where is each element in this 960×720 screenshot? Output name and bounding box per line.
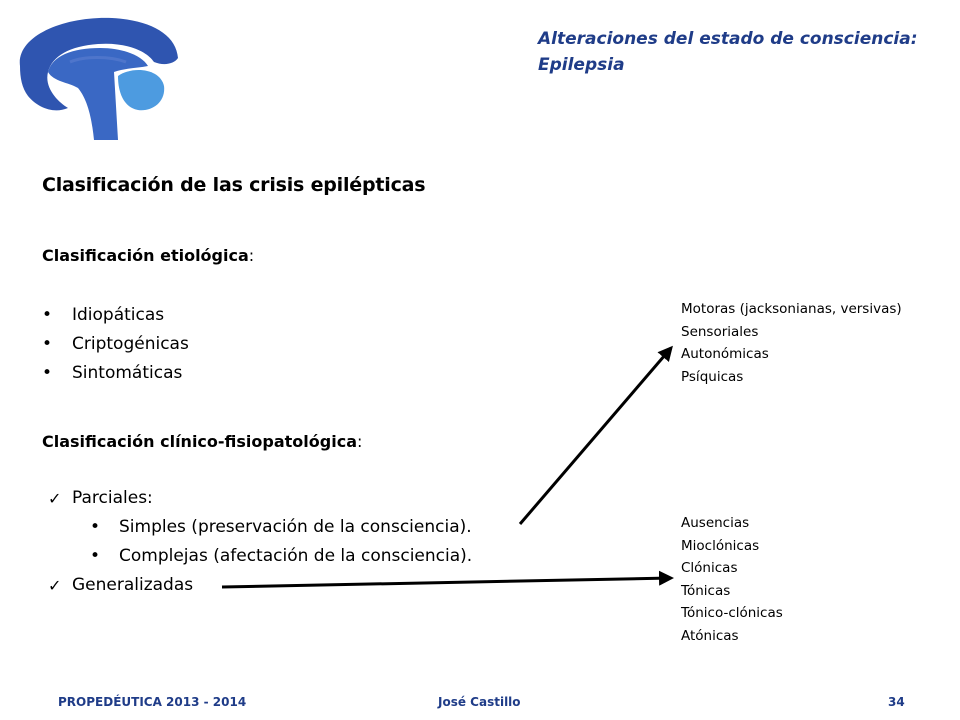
list-item: Psíquicas xyxy=(681,368,744,385)
generalizadas-types-list xyxy=(681,512,783,647)
brain-logo-icon xyxy=(14,12,184,144)
slide-header-title xyxy=(538,26,948,78)
list-item: Clónicas xyxy=(681,560,738,576)
list-item: Atónicas xyxy=(681,627,739,644)
main-title: Clasificación de las crisis epilépticas xyxy=(42,174,426,196)
list-item: Motoras (jacksonianas, versivas) xyxy=(681,301,902,317)
footer-author: José Castillo xyxy=(438,695,521,709)
parciales-types-list xyxy=(681,298,902,388)
generalizadas-label: Generalizadas xyxy=(72,575,194,595)
etiologica-list xyxy=(40,301,189,388)
arrow-parciales xyxy=(520,348,671,524)
clinico-list xyxy=(48,484,472,600)
clinico-heading-text: Clasificación clínico-fisiopatológica xyxy=(42,432,357,451)
list-item: • Criptogénicas xyxy=(40,330,189,359)
header-title-line2: Epilepsia xyxy=(538,55,625,75)
etiologica-heading-text: Clasificación etiológica xyxy=(42,246,249,265)
footer-course: PROPEDÉUTICA 2013 - 2014 xyxy=(58,695,247,709)
list-item: • Idiopáticas xyxy=(40,301,189,330)
list-item: • Sintomáticas xyxy=(40,359,189,388)
list-item-parciales xyxy=(48,484,472,571)
list-item-generalizadas xyxy=(48,571,472,600)
list-item: Sensoriales xyxy=(681,323,759,340)
header-title-line1: Alteraciones del estado de consciencia: xyxy=(538,29,918,49)
list-item: Ausencias xyxy=(681,515,750,531)
etiologica-heading-suffix: : xyxy=(248,246,255,265)
list-item: • Complejas (afectación de la consciencia). xyxy=(72,542,472,571)
parciales-label: Parciales: xyxy=(72,488,153,508)
check-icon: ✓ xyxy=(48,576,62,595)
clinico-heading xyxy=(42,432,362,451)
check-icon: ✓ xyxy=(48,489,62,508)
footer-page-number: 34 xyxy=(888,695,905,709)
etiologica-heading xyxy=(42,246,254,265)
parciales-sub-list xyxy=(72,513,472,571)
clinico-heading-suffix: : xyxy=(356,432,363,451)
list-item: • Simples (preservación de la consciencia). xyxy=(72,513,472,542)
list-item: Tónico-clónicas xyxy=(681,605,783,621)
list-item: Tónicas xyxy=(681,582,731,599)
list-item: Autonómicas xyxy=(681,346,769,362)
list-item: Mioclónicas xyxy=(681,537,760,554)
